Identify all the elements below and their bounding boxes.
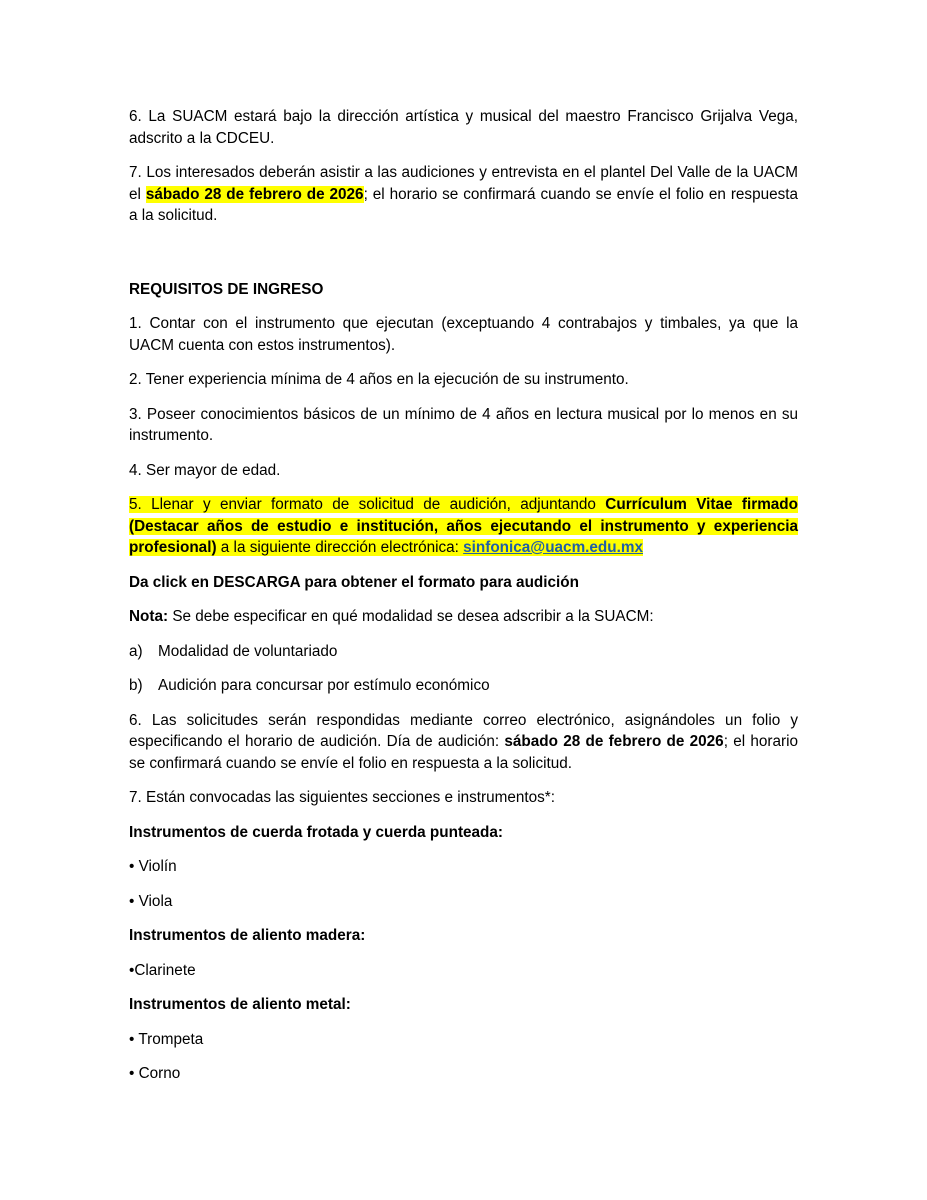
section-heading-strings: Instrumentos de cuerda frotada y cuerda punteada:	[129, 823, 504, 841]
requirement-2: 2. Tener experiencia mínima de 4 años en la ejecución de su instrumento.	[129, 371, 629, 388]
section-heading-brass: Instrumentos de aliento metal:	[129, 996, 351, 1013]
email-link[interactable]: sinfonica@uacm.edu.mx	[463, 539, 643, 556]
section-heading-woodwind: Instrumentos de aliento madera:	[129, 927, 366, 944]
audition-date-highlight: sábado 28 de febrero de 2026	[145, 185, 364, 203]
modality-item: a) Modalidad de voluntariado	[129, 642, 338, 660]
requirement-5: 5. Llenar y enviar formato de solicitud de audición, adjuntando Currículum Vitae firmado (Destacar años de estudio e institución, años ejecutando el instrumento y experiencia profesional) a la siguiente dirección electrónica: sinfonica@uacm.edu.mx	[129, 496, 798, 556]
requirement-6: 6. Las solicitudes serán respondidas mediante correo electrónico, asignándoles un folio y especificando el horario de audición. Día de audición: sábado 28 de febrero de 2026; el horario se confirmará cuando se envíe el folio en respuesta a la solicitud.	[129, 711, 798, 772]
audition-day: sábado 28 de febrero de 2026	[504, 733, 724, 750]
note-paragraph: Nota: Se debe especificar en qué modalidad se desea adscribir a la SUACM:	[129, 608, 654, 625]
download-instruction: Da click en DESCARGA para obtener el formato para audición	[129, 573, 579, 591]
instrument-item: • Trompeta	[129, 1030, 204, 1048]
cv-requirement: Currículum Vitae firmado (Destacar años de estudio e institución, años ejecutando el instrumento y experiencia profesional)	[129, 496, 798, 556]
instrument-item: • Violín	[129, 858, 177, 875]
paragraph-direction: 6. La SUACM estará bajo la dirección artística y musical del maestro Francisco Grijalva Vega, adscrito a la CDCEU.	[129, 108, 798, 147]
document-body	[129, 106, 798, 1098]
instrument-item: • Viola	[129, 892, 173, 910]
instrument-item: • Corno	[129, 1065, 181, 1082]
paragraph-auditions: 7. Los interesados deberán asistir a las audiciones y entrevista en el plantel Del Valle de la UACM el sábado 28 de febrero de 2026; el horario se confirmará cuando se envíe el folio en respuesta a la solicitud.	[129, 164, 799, 224]
requirement-3: 3. Poseer conocimientos básicos de un mínimo de 4 años en lectura musical por lo menos en su instrumento.	[129, 405, 798, 444]
modality-item: b) Audición para concursar por estímulo económico	[129, 677, 490, 694]
instrument-item: •Clarinete	[129, 961, 196, 979]
requirement-4: 4. Ser mayor de edad.	[129, 461, 281, 479]
requirement-1: 1. Contar con el instrumento que ejecutan (exceptuando 4 contrabajos y timbales, ya que la UACM cuenta con estos instrumentos).	[129, 315, 798, 354]
requirement-7: 7. Están convocadas las siguientes secciones e instrumentos*:	[129, 789, 555, 806]
requirements-heading: REQUISITOS DE INGRESO	[129, 280, 324, 298]
